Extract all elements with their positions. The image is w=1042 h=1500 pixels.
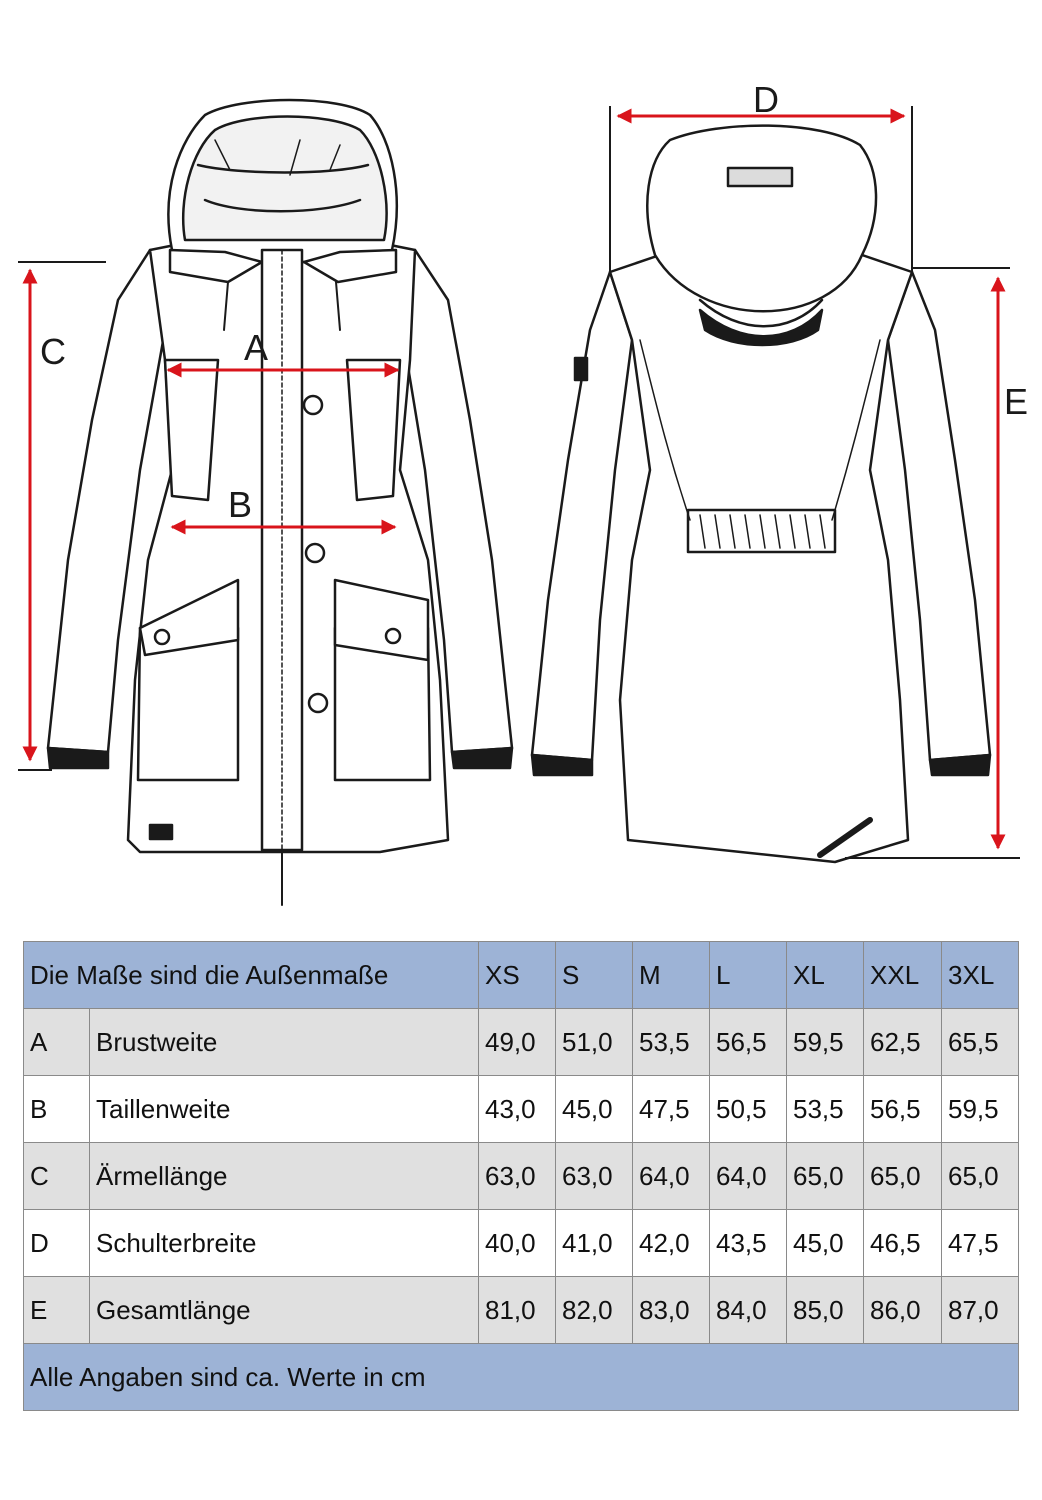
size-header-cell: XL bbox=[787, 942, 864, 1009]
table-row bbox=[24, 1277, 1019, 1344]
size-header-cell: S bbox=[556, 942, 633, 1009]
measurement-value: 41,0 bbox=[556, 1210, 633, 1277]
measurement-value: 65,0 bbox=[864, 1143, 942, 1210]
measurement-value: 65,0 bbox=[942, 1143, 1019, 1210]
measurement-value: 50,5 bbox=[710, 1076, 787, 1143]
measurement-value: 86,0 bbox=[864, 1277, 942, 1344]
measurement-key: E bbox=[24, 1277, 90, 1344]
jacket-back-view bbox=[532, 126, 990, 862]
measurement-name: Brustweite bbox=[90, 1009, 479, 1076]
measurement-value: 84,0 bbox=[710, 1277, 787, 1344]
label-e: E bbox=[1004, 381, 1029, 422]
measurement-value: 46,5 bbox=[864, 1210, 942, 1277]
header-label: Die Maße sind die Außenmaße bbox=[24, 942, 479, 1009]
size-header-cell: 3XL bbox=[942, 942, 1019, 1009]
measurement-value: 43,0 bbox=[479, 1076, 556, 1143]
table-row bbox=[24, 1076, 1019, 1143]
table-row bbox=[24, 1143, 1019, 1210]
size-header-row bbox=[24, 942, 1019, 1009]
measurement-key: B bbox=[24, 1076, 90, 1143]
measurement-value: 45,0 bbox=[787, 1210, 864, 1277]
measurement-value: 81,0 bbox=[479, 1277, 556, 1344]
size-header-cell: XS bbox=[479, 942, 556, 1009]
label-b: B bbox=[228, 484, 253, 525]
measurement-value: 49,0 bbox=[479, 1009, 556, 1076]
measurement-value: 64,0 bbox=[710, 1143, 787, 1210]
size-chart-table bbox=[23, 941, 1019, 1411]
measurement-value: 83,0 bbox=[633, 1277, 710, 1344]
measurement-value: 82,0 bbox=[556, 1277, 633, 1344]
label-a: A bbox=[244, 327, 269, 368]
measurement-value: 64,0 bbox=[633, 1143, 710, 1210]
measurement-key: A bbox=[24, 1009, 90, 1076]
jacket-front-view bbox=[48, 100, 512, 905]
measurement-value: 45,0 bbox=[556, 1076, 633, 1143]
measurement-name: Gesamtlänge bbox=[90, 1277, 479, 1344]
footer-note: Alle Angaben sind ca. Werte in cm bbox=[24, 1344, 1019, 1411]
measurement-value: 59,5 bbox=[787, 1009, 864, 1076]
measurement-name: Schulterbreite bbox=[90, 1210, 479, 1277]
table-row bbox=[24, 1009, 1019, 1076]
measurement-name: Ärmellänge bbox=[90, 1143, 479, 1210]
table-row bbox=[24, 1210, 1019, 1277]
measurement-value: 65,5 bbox=[942, 1009, 1019, 1076]
measurement-value: 65,0 bbox=[787, 1143, 864, 1210]
measurement-value: 63,0 bbox=[556, 1143, 633, 1210]
measurement-value: 56,5 bbox=[710, 1009, 787, 1076]
measurement-value: 59,5 bbox=[942, 1076, 1019, 1143]
measurement-value: 40,0 bbox=[479, 1210, 556, 1277]
measurement-name: Taillenweite bbox=[90, 1076, 479, 1143]
measurement-value: 63,0 bbox=[479, 1143, 556, 1210]
label-c: C bbox=[40, 331, 66, 372]
footer-row bbox=[24, 1344, 1019, 1411]
measurement-value: 53,5 bbox=[633, 1009, 710, 1076]
measurement-value: 87,0 bbox=[942, 1277, 1019, 1344]
measurement-value: 43,5 bbox=[710, 1210, 787, 1277]
measurement-value: 47,5 bbox=[942, 1210, 1019, 1277]
label-d: D bbox=[753, 79, 779, 120]
size-header-cell: L bbox=[710, 942, 787, 1009]
measurement-value: 56,5 bbox=[864, 1076, 942, 1143]
measurement-value: 51,0 bbox=[556, 1009, 633, 1076]
measurement-key: C bbox=[24, 1143, 90, 1210]
measurement-key: D bbox=[24, 1210, 90, 1277]
size-header-cell: XXL bbox=[864, 942, 942, 1009]
measurement-value: 62,5 bbox=[864, 1009, 942, 1076]
measurement-value: 53,5 bbox=[787, 1076, 864, 1143]
measurement-value: 85,0 bbox=[787, 1277, 864, 1344]
size-header-cell: M bbox=[633, 942, 710, 1009]
measurement-value: 47,5 bbox=[633, 1076, 710, 1143]
measurement-value: 42,0 bbox=[633, 1210, 710, 1277]
